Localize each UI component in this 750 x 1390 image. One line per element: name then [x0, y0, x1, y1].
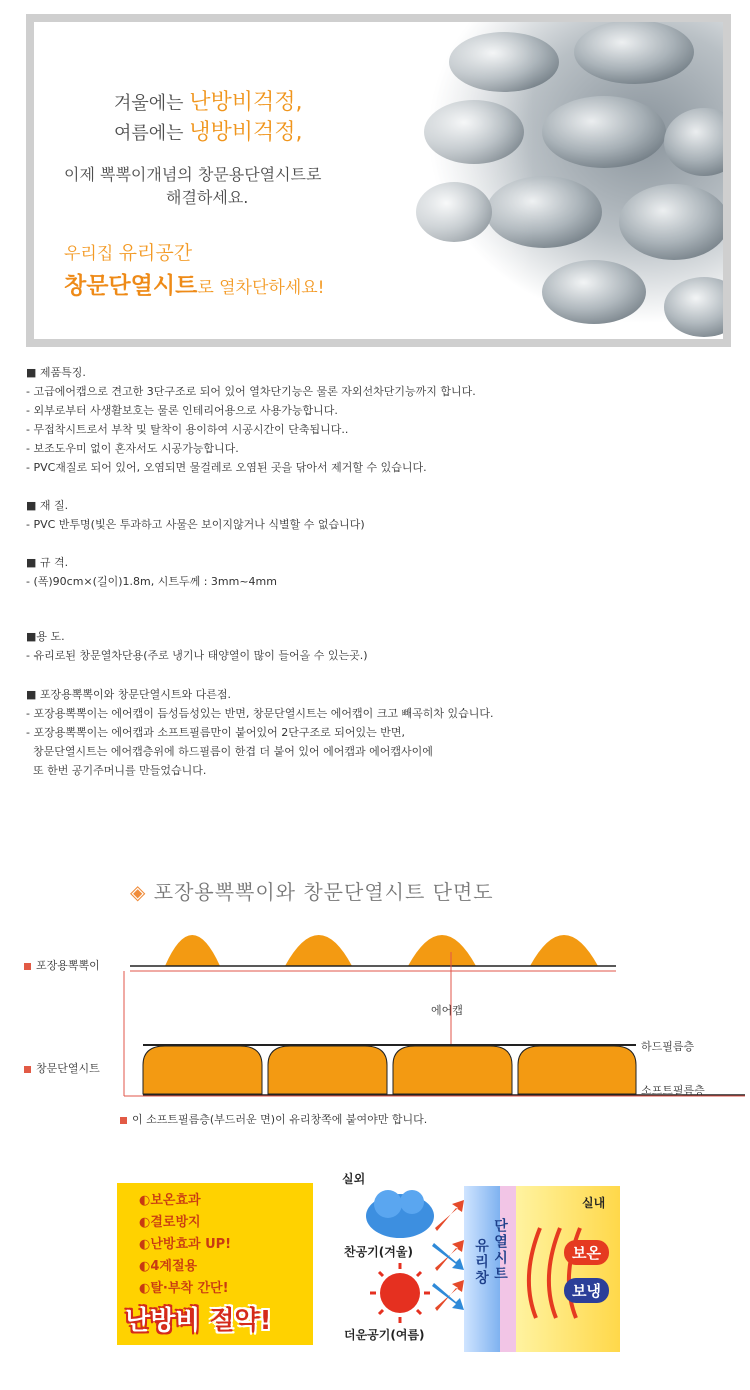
label-soft-film: 소프트필름층: [641, 1084, 705, 1097]
hero-line-glass: 우리집 유리공간: [64, 242, 193, 264]
difference-line: - 포장용뽁뽁이는 에어캡과 소프트필름만이 붙어있어 2단구조로 되어있는 반면,: [26, 726, 405, 739]
label-outside: 실외: [342, 1172, 366, 1186]
difference-line: 또 한번 공기주머니를 만들었습니다.: [26, 764, 207, 777]
feature-line: - PVC재질로 되어 있어, 오염되면 물걸레로 오염된 곳을 닦아서 제거할 수 있습니다.: [26, 461, 427, 474]
label-inside: 실내: [582, 1196, 606, 1210]
heat-arrows: [435, 1200, 464, 1311]
cross-section-diagram: [0, 920, 750, 1130]
label-hard-film: 하드필름층: [641, 1040, 695, 1053]
hero-banner: [26, 14, 731, 347]
label-hot-air: 더운공기(여름): [344, 1328, 425, 1342]
diagram-title: ◈ 포장용뽁뽁이와 창문단열시트 단면도: [130, 880, 494, 904]
label-glass: 유리창: [473, 1238, 489, 1286]
difference-line: 창문단열시트는 에어캡층위에 하드필름이 한겹 더 붙어 있어 에어캡과 에어캡사이에: [26, 745, 433, 758]
diamond-icon: ◈: [130, 880, 147, 904]
section-heading-size: ■ 규 격.: [26, 556, 69, 569]
hero-line-sheet: 창문단열시트로 열차단하세요!: [64, 273, 325, 299]
feature-line: - 보조도우미 없이 혼자서도 시공가능합니다.: [26, 442, 239, 455]
badge-cool: 보냉: [564, 1278, 609, 1303]
hero-line-winter: 겨울에는 난방비걱정,: [114, 90, 303, 115]
feature-line: - 고급에어캡으로 견고한 3단구조로 되어 있어 열차단기능은 물론 자외선차단기능까지 합니다.: [26, 385, 476, 398]
section-heading-features: ■ 제품특징.: [26, 366, 86, 379]
benefit-item: ◐4계절용: [139, 1259, 198, 1274]
benefit-item: ◐탈·부착 간단!: [139, 1281, 229, 1296]
savings-title: 난방비 절약!: [125, 1306, 272, 1336]
benefit-item: ◐난방효과 UP!: [139, 1237, 232, 1252]
label-cold-air: 찬공기(겨울): [344, 1245, 413, 1259]
label-window-sheet: 창문단열시트: [24, 1060, 100, 1076]
badge-warm: 보온: [564, 1240, 609, 1265]
hero-line-summer: 여름에는 냉방비걱정,: [114, 120, 303, 145]
label-aircap: 에어캡: [431, 1004, 463, 1017]
square-bullet-icon: [24, 963, 31, 970]
feature-line: - 외부로부터 사생활보호는 물론 인테리어용으로 사용가능합니다.: [26, 404, 338, 417]
section-heading-difference: ■ 포장용뽁뽁이와 창문단열시트와 다른점.: [26, 688, 232, 701]
insulation-diagram: [340, 1168, 620, 1353]
label-sheet: 단열시트: [492, 1218, 508, 1282]
label-packing: 포장용뽁뽁이: [24, 957, 100, 973]
hero-panel: [34, 22, 723, 339]
sheet-aircaps: [143, 1046, 636, 1094]
hero-line-solution: 이제 뽁뽁이개념의 창문용단열시트로: [64, 165, 322, 184]
size-line: - (폭)90cm×(길이)1.8m, 시트두께 : 3mm~4mm: [26, 575, 277, 588]
install-note: 이 소프트필름층(부드러운 면)이 유리창쪽에 붙여야만 합니다.: [120, 1111, 427, 1127]
feature-line: - 무접착시트로서 부착 및 탈착이 용이하여 시공시간이 단축됩니다..: [26, 423, 349, 436]
difference-line: - 포장용뽁뽁이는 에어캡이 듬성듬성있는 반면, 창문단열시트는 에어캡이 크고 빼곡히차 있습니다.: [26, 707, 494, 720]
material-line: - PVC 반투명(빛은 투과하고 사물은 보이지않거나 식별할 수 없습니다): [26, 518, 365, 531]
square-bullet-icon: [120, 1117, 127, 1124]
section-heading-material: ■ 재 질.: [26, 499, 69, 512]
benefit-item: ◐보온효과: [139, 1193, 201, 1208]
usage-line: - 유리로된 창문열차단용(주로 냉기나 태양열이 많이 들어올 수 있는곳.): [26, 649, 368, 662]
benefit-item: ◐결로방지: [139, 1215, 201, 1230]
section-heading-usage: ■용 도.: [26, 630, 65, 643]
benefits-box: [117, 1183, 313, 1345]
hero-line-solve: 해결하세요.: [166, 188, 249, 207]
cold-arrows: [432, 1243, 464, 1310]
square-bullet-icon: [24, 1066, 31, 1073]
sun-icon: [380, 1273, 420, 1313]
packing-aircaps: [165, 935, 598, 966]
